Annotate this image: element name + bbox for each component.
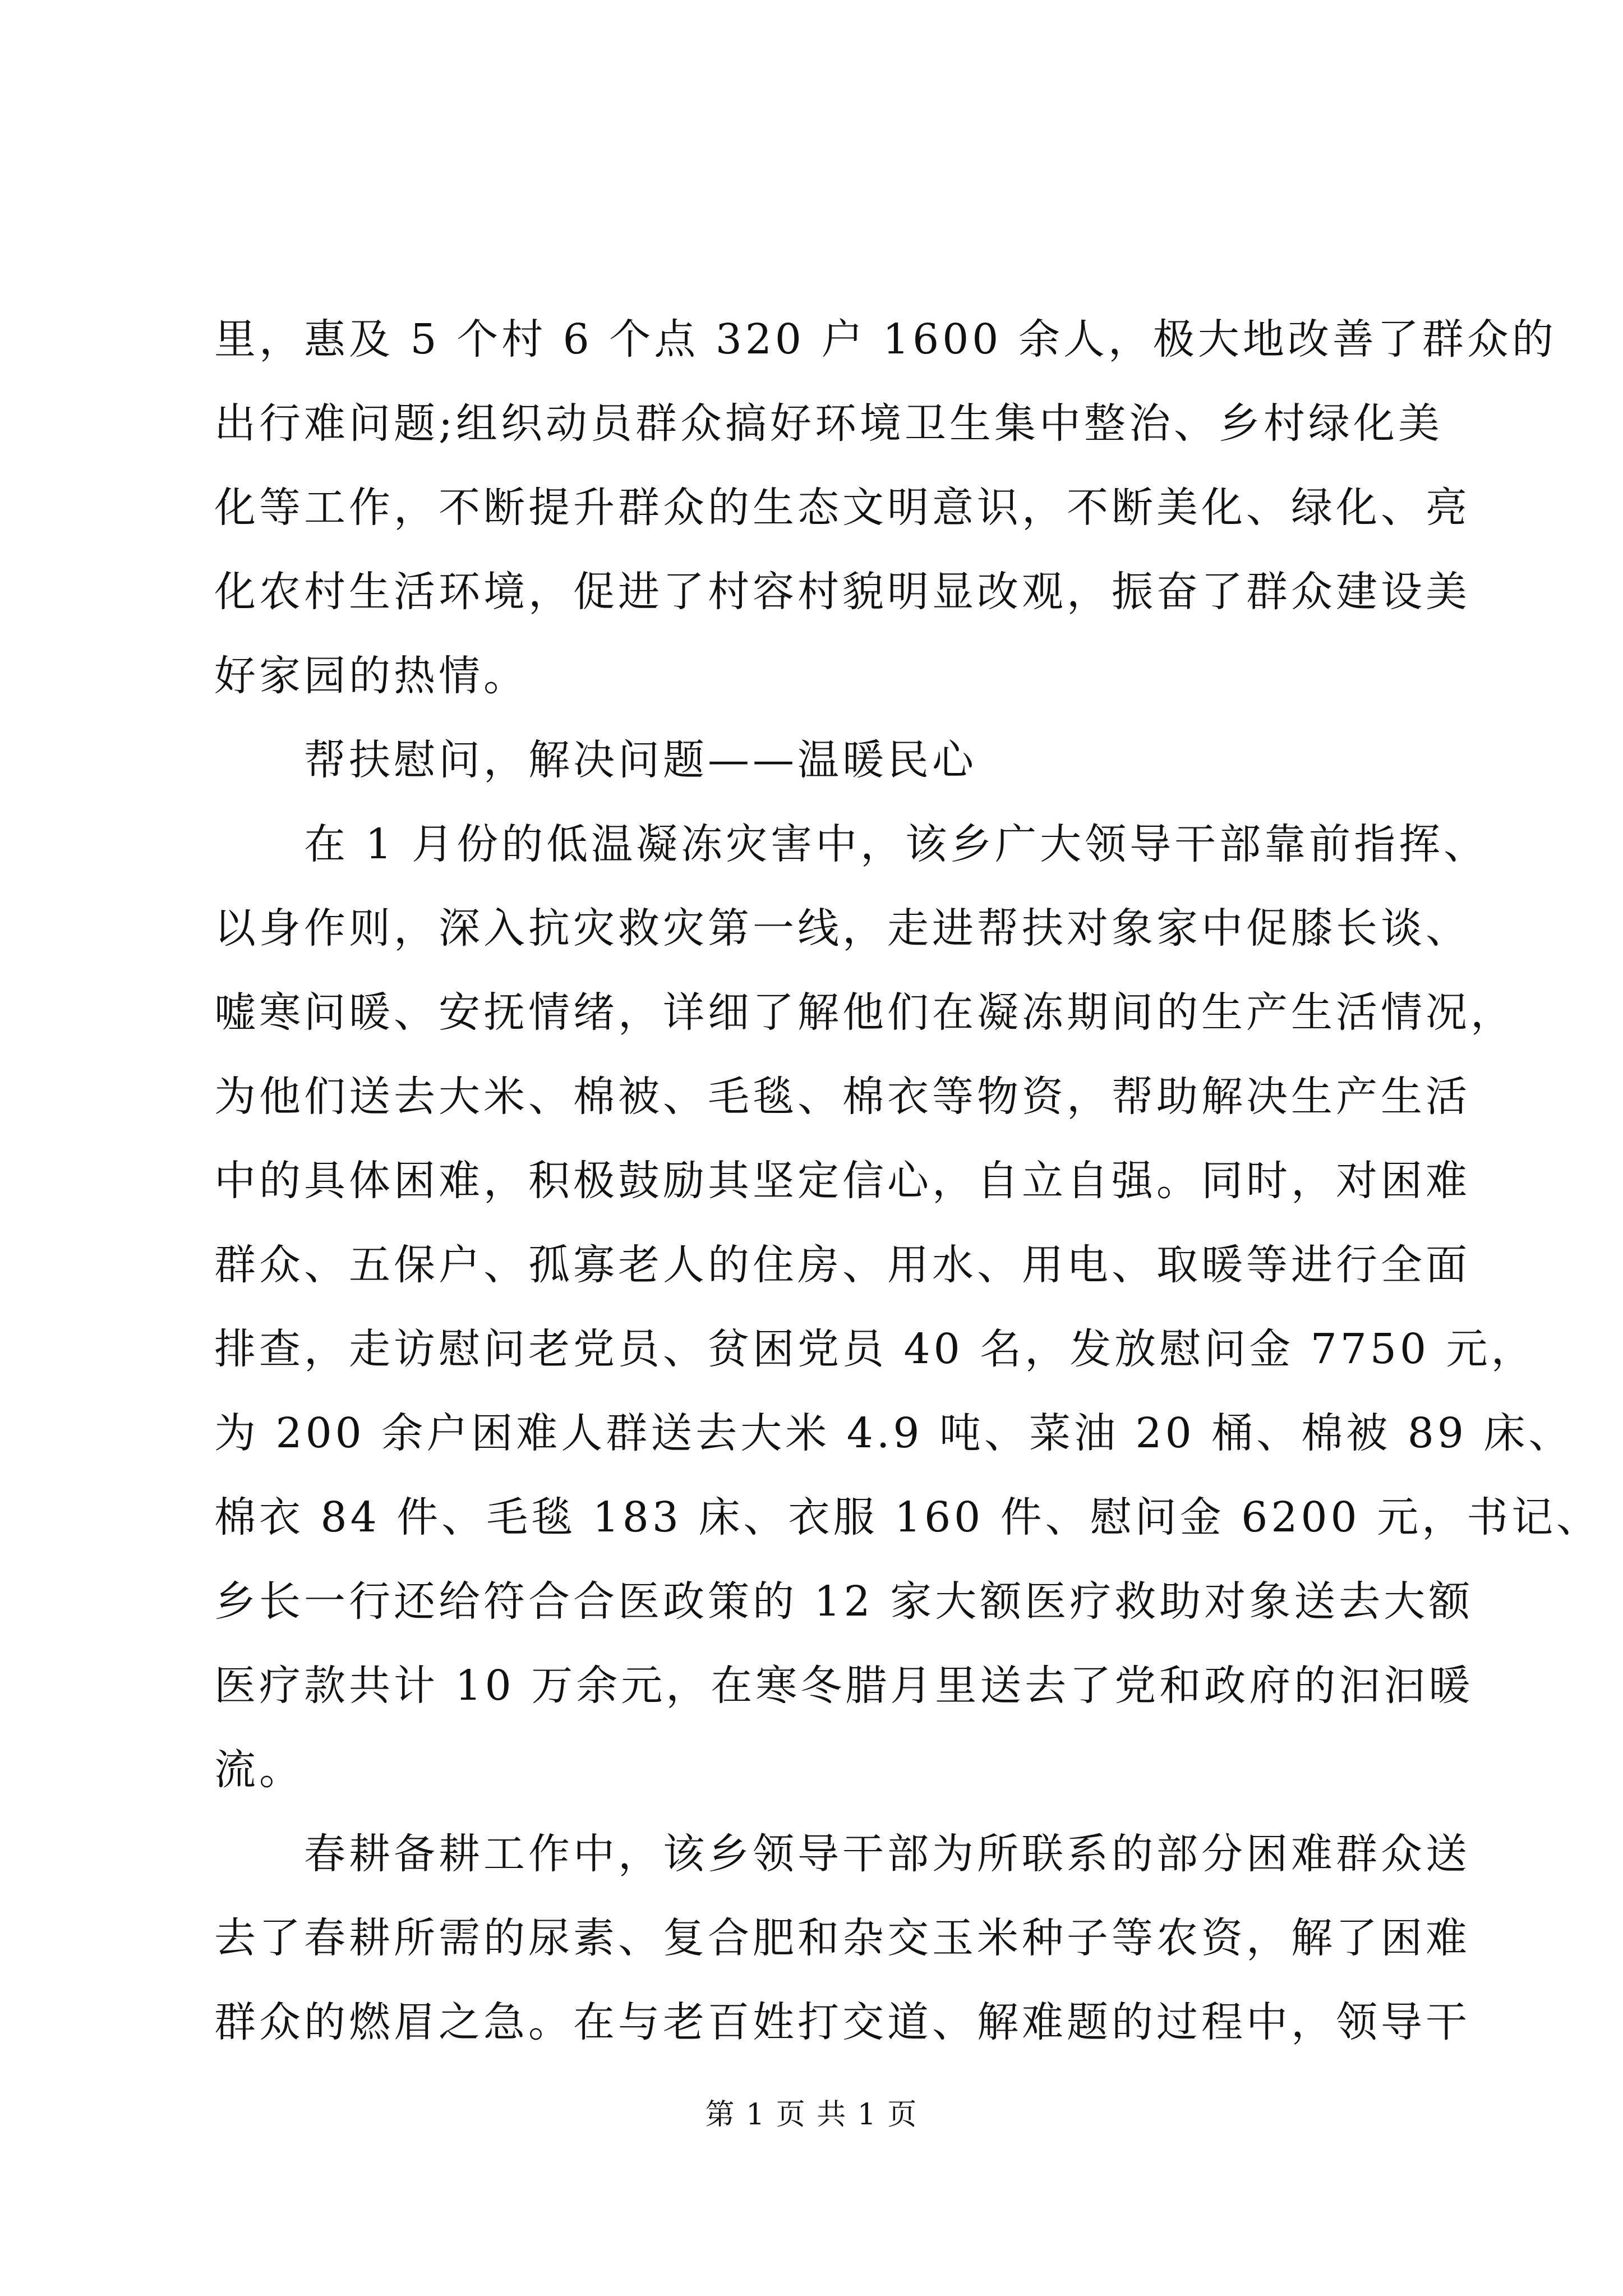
paragraph-line: 为他们送去大米、棉被、毛毯、棉衣等物资，帮助解决生产生活 [214,1073,1470,1121]
paragraph-line: 嘘寒问暖、安抚情绪，详细了解他们在凝冻期间的生产生活情况， [214,988,1515,1037]
page-number-footer: 第 1 页 共 1 页 [705,2098,918,2132]
paragraph-line: 排查，走访慰问老党员、贫困党员 40 名，发放慰问金 7750 元， [214,1325,1536,1373]
paragraph-line: 乡长一行还给符合合医政策的 12 家大额医疗救助对象送去大额 [214,1577,1474,1626]
paragraph-line: 在 1 月份的低温凝冻灾害中，该乡广大领导干部靠前指挥、 [304,820,1489,868]
paragraph-line: 里，惠及 5 个村 6 个点 320 户 1600 余人，极大地改善了群众的 [214,315,1557,364]
paragraph-line: 医疗款共计 10 万余元，在寒冬腊月里送去了党和政府的汩汩暖 [214,1662,1474,1710]
paragraph-line: 去了春耕所需的尿素、复合肥和杂交玉米种子等农资，解了困难 [214,1914,1470,1962]
section-heading: 帮扶慰问，解决问题——温暖民心 [304,736,977,784]
paragraph-line: 化等工作，不断提升群众的生态文明意识，不断美化、绿化、亮 [214,484,1470,532]
paragraph-line: 好家园的热情。 [214,652,528,700]
paragraph-line: 群众、五保户、孤寡老人的住房、用水、用电、取暖等进行全面 [214,1241,1470,1289]
paragraph-line: 流。 [214,1746,304,1794]
paragraph-line: 为 200 余户困难人群送去大米 4.9 吨、菜油 20 桶、棉被 89 床、 [214,1409,1574,1457]
paragraph-line: 群众的燃眉之急。在与老百姓打交道、解难题的过程中，领导干 [214,1998,1470,2046]
paragraph-line: 以身作则，深入抗灾救灾第一线，走进帮扶对象家中促膝长谈、 [214,904,1470,953]
paragraph-line: 棉衣 84 件、毛毯 183 床、衣服 160 件、慰问金 6200 元，书记、 [214,1493,1602,1542]
paragraph-line: 中的具体困难，积极鼓励其坚定信心，自立自强。同时，对困难 [214,1157,1470,1205]
paragraph-line: 春耕备耕工作中，该乡领导干部为所联系的部分困难群众送 [304,1830,1470,1878]
body-text [214,297,1602,2064]
paragraph-line: 化农村生活环境，促进了村容村貌明显改观，振奋了群众建设美 [214,568,1470,616]
paragraph-line: 出行难问题;组织动员群众搞好环境卫生集中整治、乡村绿化美 [214,399,1443,448]
